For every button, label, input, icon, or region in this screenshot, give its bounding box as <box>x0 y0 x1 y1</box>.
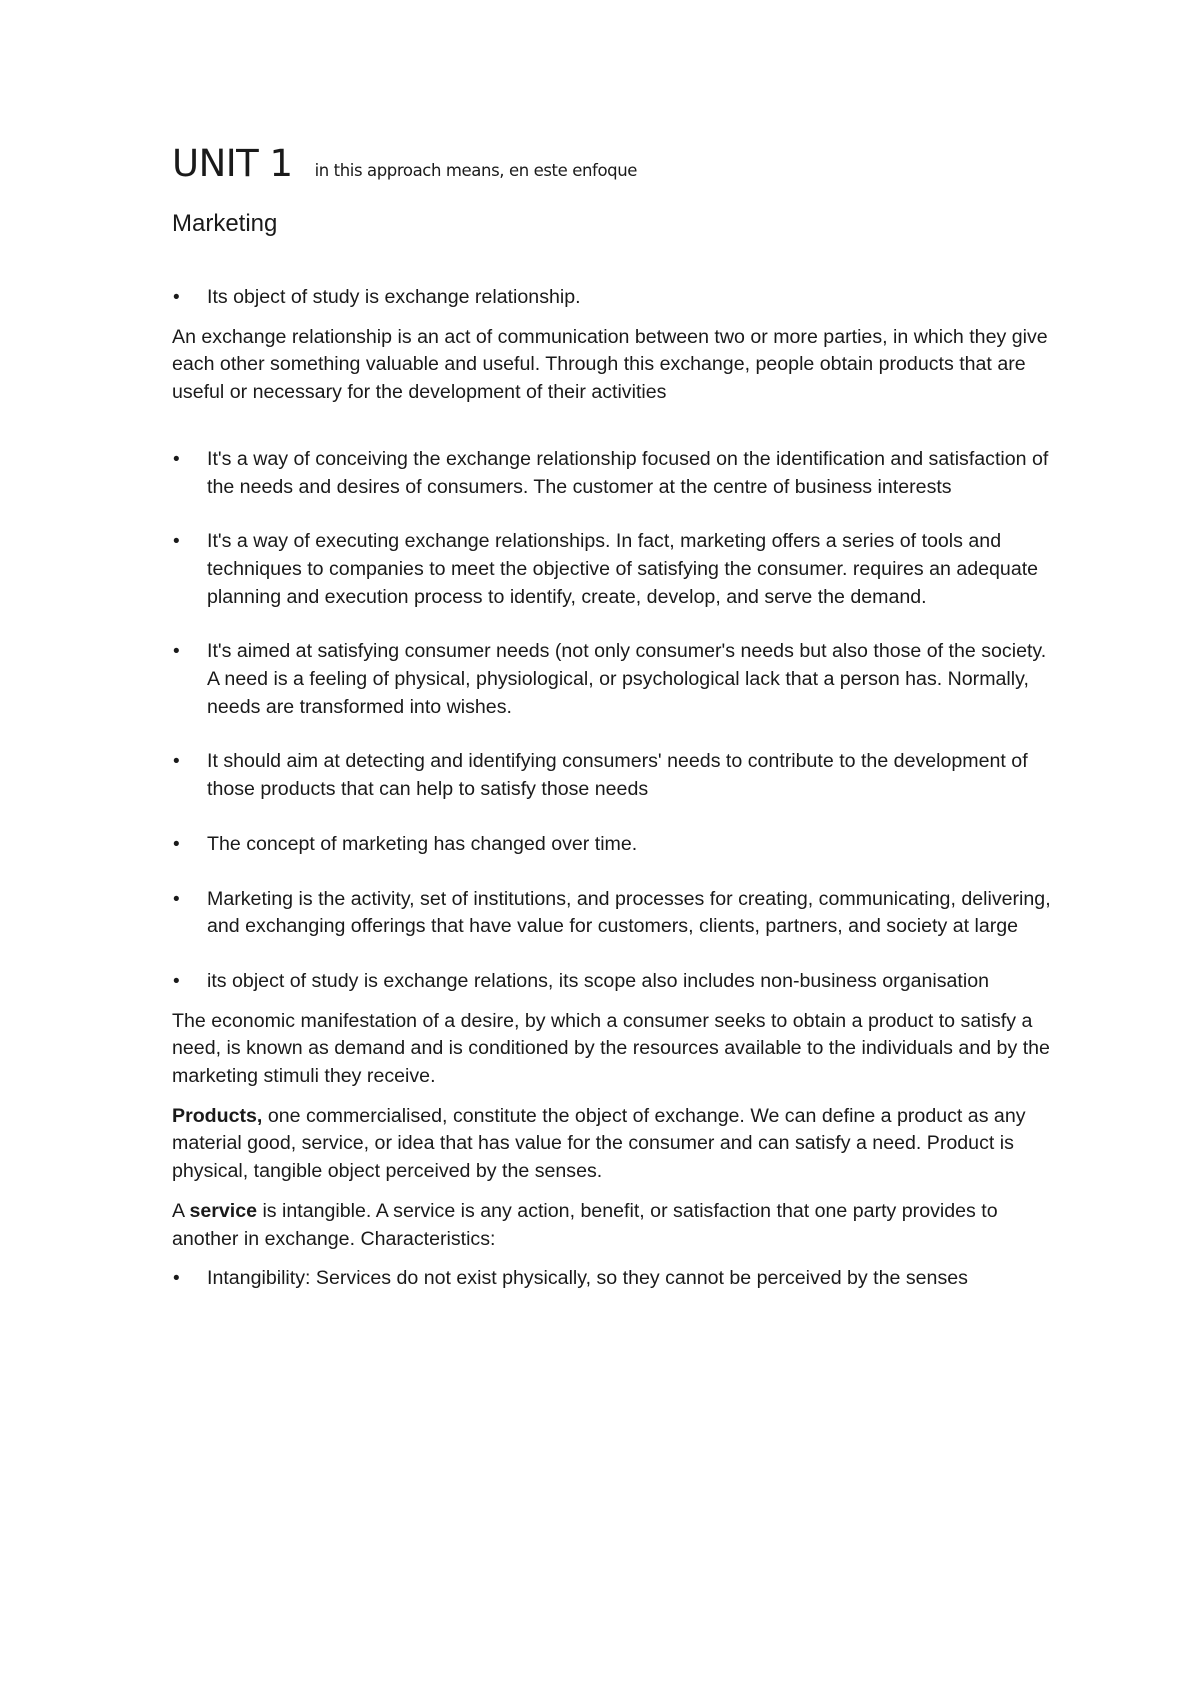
list-item <box>172 748 1052 803</box>
list-item-text: Its object of study is exchange relationship. <box>207 286 581 308</box>
list-item-text: its object of study is exchange relations, its scope also includes non-business organisation <box>207 969 990 992</box>
bullet-icon: • <box>173 833 180 855</box>
list-item <box>172 831 1052 859</box>
list-item-text: It's aimed at satisfying consumer needs (not only consumer's needs but also those of the society. A need is a feeling of physical, physiological, or psychological lack that a person has. Normally, needs are transformed into wishes. <box>207 640 1047 718</box>
bullet-icon: • <box>173 751 180 773</box>
products-term: Products, <box>172 1104 263 1127</box>
unit-title: UNIT 1 <box>172 142 293 185</box>
paragraph-service <box>172 1198 1052 1253</box>
section-heading: Marketing <box>172 210 278 237</box>
list-item <box>172 446 1052 501</box>
bullet-icon: • <box>173 287 180 308</box>
bullet-icon: • <box>173 888 180 910</box>
service-prefix: A <box>172 1199 190 1222</box>
list-item <box>172 638 1052 721</box>
list-item <box>172 284 1052 312</box>
list-item-text: Marketing is the activity, set of institutions, and processes for creating, communicating, delivering, and exchanging offerings that have value for customers, clients, partners, and society at large <box>207 887 1051 938</box>
bullet-icon: • <box>173 448 180 470</box>
unit-note: in this approach means, en este enfoque <box>314 161 638 180</box>
list-item <box>172 1265 1052 1293</box>
paragraph-products <box>172 1103 1052 1186</box>
list-item <box>172 528 1052 611</box>
list-item <box>172 968 1052 996</box>
bullet-icon: • <box>173 641 180 663</box>
paragraph-demand: The economic manifestation of a desire, by which a consumer seeks to obtain a product to satisfy a need, is known as demand and is conditioned by the resources available to the individuals and by the marketing stimuli they receive. <box>172 1009 1050 1088</box>
document-content <box>172 142 1052 1293</box>
paragraph-exchange: An exchange relationship is an act of communication between two or more parties, in which they give each other something valuable and useful. Through this exchange, people obtain products that are useful or necessary for the development of their activities <box>172 325 1048 404</box>
service-term: service <box>189 1199 257 1222</box>
products-text: one commercialised, constitute the object of exchange. We can define a product as any material good, service, or idea that has value for the consumer and can satisfy a need. Product is physical, tangible object perceived by the senses. <box>172 1104 1026 1183</box>
list-item-text: The concept of marketing has changed over time. <box>207 832 638 855</box>
list-item-text: It's a way of executing exchange relationships. In fact, marketing offers a series of tools and techniques to companies to meet the objective of satisfying the consumer. requires an adequate planning and execution process to identify, create, develop, and serve the demand. <box>207 530 1039 608</box>
list-item-text: Intangibility: Services do not exist physically, so they cannot be perceived by the senses <box>207 1267 968 1290</box>
list-item-text: It's a way of conceiving the exchange relationship focused on the identification and satisfaction of the needs and desires of consumers. The customer at the centre of business interests <box>207 447 1049 498</box>
service-text: is intangible. A service is any action, benefit, or satisfaction that one party provides to another in exchange. Characteristics: <box>172 1199 998 1250</box>
bullet-icon: • <box>173 970 180 992</box>
title-line <box>172 142 1052 192</box>
bullet-icon: • <box>173 531 180 553</box>
bullet-icon: • <box>173 1268 180 1290</box>
list-item <box>172 886 1052 941</box>
list-item-text: It should aim at detecting and identifying consumers' needs to contribute to the development of those products that can help to satisfy those needs <box>207 750 1028 801</box>
